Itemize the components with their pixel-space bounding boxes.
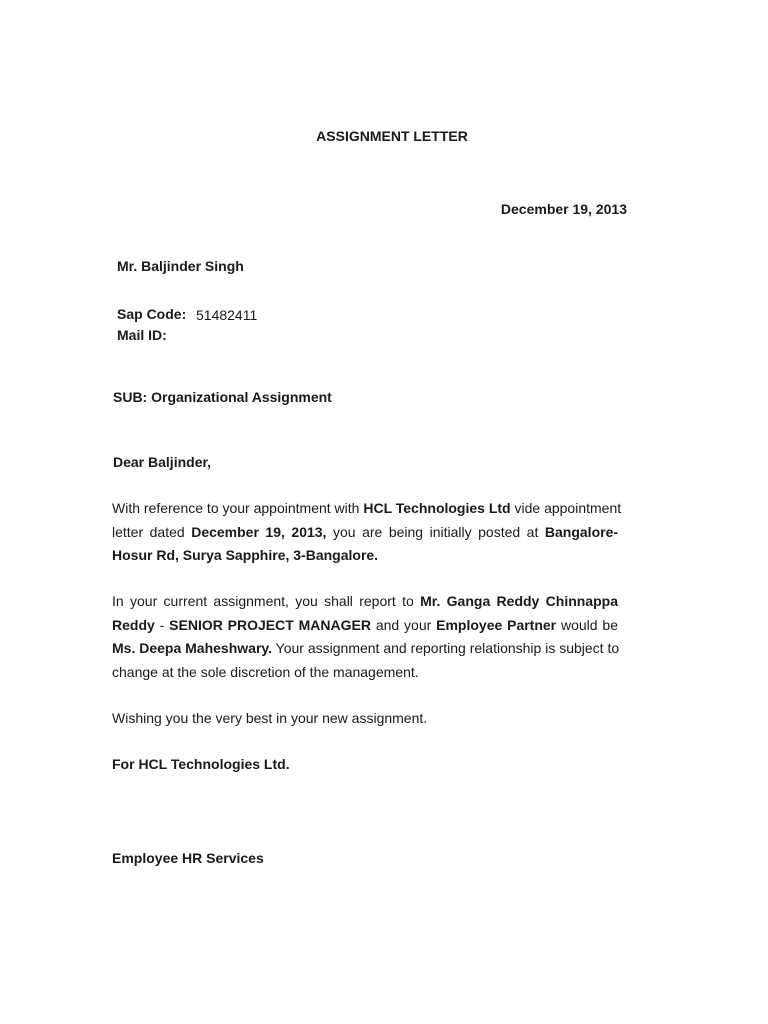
recipient-name: Mr. Baljinder Singh bbox=[117, 258, 244, 274]
paragraph-posting bbox=[112, 497, 622, 568]
text-run: - bbox=[154, 616, 170, 633]
posting-location: Bangalore- bbox=[544, 523, 619, 540]
letter-title: ASSIGNMENT LETTER bbox=[316, 128, 468, 144]
text-run: With reference to your appointment with bbox=[112, 500, 364, 516]
manager-name: Reddy bbox=[112, 616, 155, 633]
posting-location: Hosur Rd, Surya Sapphire, 3-Bangalore. bbox=[112, 547, 379, 563]
paragraph-line bbox=[112, 497, 622, 521]
company-name: HCL Technologies Ltd bbox=[363, 500, 511, 516]
text-run: letter dated bbox=[112, 523, 192, 540]
subject-line: SUB: Organizational Assignment bbox=[113, 389, 332, 405]
paragraph-line bbox=[112, 661, 618, 685]
text-run: vide appointment bbox=[510, 500, 622, 516]
salutation: Dear Baljinder, bbox=[113, 454, 212, 470]
sign-off: For HCL Technologies Ltd. bbox=[112, 756, 290, 772]
wishes-line: Wishing you the very best in your new assignment. bbox=[112, 710, 428, 726]
sap-code-value: 51482411 bbox=[196, 307, 258, 323]
employee-partner-name: Ms. Deepa Maheshwary. bbox=[112, 640, 273, 656]
text-run: Your assignment and reporting relationship is subject to bbox=[272, 640, 620, 656]
paragraph-line bbox=[112, 544, 618, 568]
paragraph-line bbox=[112, 637, 618, 661]
text-run: would be bbox=[556, 616, 618, 633]
text-run: In your current assignment, you shall report to bbox=[112, 593, 421, 609]
letter-date: December 19, 2013 bbox=[500, 201, 627, 217]
department-signature: Employee HR Services bbox=[112, 850, 264, 866]
text-run: change at the sole discretion of the management. bbox=[112, 663, 419, 680]
paragraph-line bbox=[112, 521, 618, 545]
employee-partner-label: Employee Partner bbox=[436, 616, 557, 633]
text-run: you are being initially posted at bbox=[326, 523, 545, 540]
mail-id-label: Mail ID: bbox=[117, 327, 167, 343]
sap-code-label: Sap Code: bbox=[117, 306, 187, 322]
manager-title: SENIOR PROJECT MANAGER bbox=[169, 616, 371, 633]
paragraph-reporting bbox=[112, 590, 618, 684]
appointment-date: December 19, 2013, bbox=[191, 523, 327, 540]
paragraph-line bbox=[112, 614, 618, 638]
manager-name: Mr. Ganga Reddy Chinnappa bbox=[420, 593, 618, 609]
text-run: and your bbox=[370, 616, 437, 633]
paragraph-line bbox=[112, 590, 618, 614]
